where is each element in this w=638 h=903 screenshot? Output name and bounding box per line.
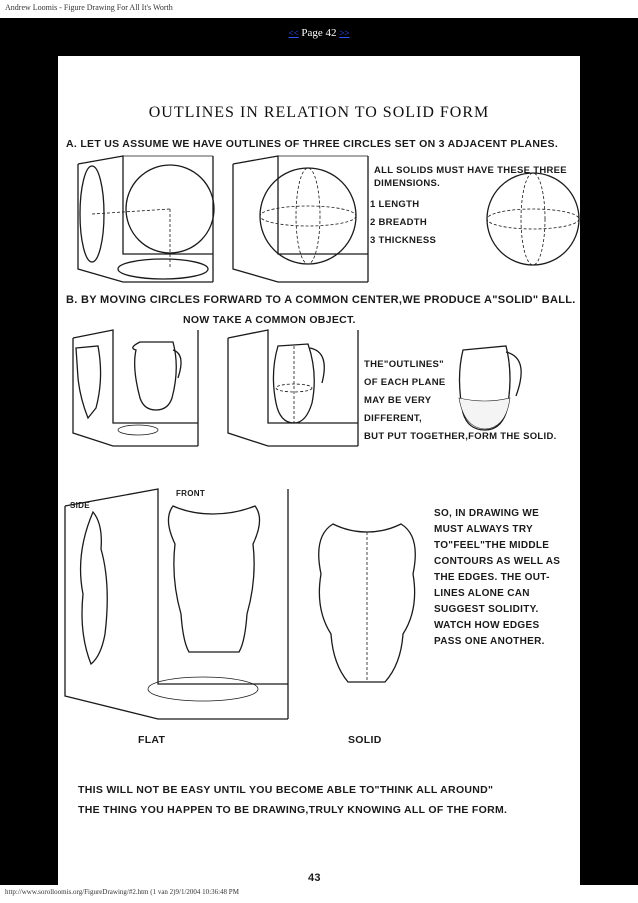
page-label: Page 42 [301,27,337,39]
solid-label: SOLID [348,734,382,746]
torso-text-line: CONTOURS AS WELL AS [434,556,561,567]
dimensions-note-line: DIMENSIONS. [374,178,441,189]
page-number: 43 [308,872,321,884]
front-label: FRONT [176,489,206,498]
closing-text-line: THE THING YOU HAPPEN TO BE DRAWING,TRULY KNOWING ALL OF THE FORM. [78,804,508,816]
dimension-length: 1 LENGTH [370,199,420,210]
three-circles-planes [78,156,214,282]
pitcher-combined-planes [228,330,358,446]
dimensions-note-line: ALL SOLIDS MUST HAVE THESE THREE [374,165,567,176]
page-url: http://www.sorolloomis.org/FigureDrawing/#2.htm (1 van 2)9/1/2004 10:36:48 PM [5,888,239,896]
pitcher-text-line: THE"OUTLINES" [364,359,444,370]
torso-outline-planes [65,489,288,719]
dimension-list [370,196,436,250]
dimension-thickness: 3 THICKNESS [370,235,437,246]
page-viewport [0,50,638,885]
merging-circles-planes [233,156,368,282]
torso-drawings [63,484,443,724]
pitcher-text-line: BUT PUT TOGETHER,FORM THE SOLID. [364,431,557,442]
torso-text-line: WATCH HOW EDGES [434,620,540,631]
flat-label: FLAT [138,734,166,746]
side-label: SIDE [70,501,90,510]
pitcher-text-line: MAY BE VERY [364,395,432,406]
torso-text-line: TO"FEEL"THE MIDDLE [434,540,550,551]
dimensions-note [374,164,567,190]
page-title: OUTLINES IN RELATION TO SOLID FORM [148,104,490,121]
browser-title-bar [0,0,638,18]
pitcher-text-line: OF EACH PLANE [364,377,446,388]
torso-text-line: LINES ALONE CAN [434,588,530,599]
solid-torso [319,524,416,682]
torso-text-line: SO, IN DRAWING WE [434,508,540,519]
section-b-subheading: NOW TAKE A COMMON OBJECT. [183,314,356,326]
torso-text [434,506,560,650]
torso-text-line: MUST ALWAYS TRY [434,524,533,535]
section-a-heading: A. LET US ASSUME WE HAVE OUTLINES OF THREE CIRCLES SET ON 3 ADJACENT PLANES. [66,138,559,150]
scanned-page [58,56,580,885]
pitcher-text [364,356,557,446]
pitcher-outline-planes [73,330,198,446]
dimension-breadth: 2 BREADTH [370,217,428,228]
prev-page-link[interactable]: << [288,28,299,38]
torso-text-line: PASS ONE ANOTHER. [434,636,545,647]
torso-text-line: THE EDGES. THE OUT- [434,572,550,583]
section-b-heading: B. BY MOVING CIRCLES FORWARD TO A COMMON CENTER,WE PRODUCE A"SOLID" BALL. [66,294,576,306]
torso-text-line: SUGGEST SOLIDITY. [434,604,539,615]
navigation-bar [0,18,638,50]
closing-text-line: THIS WILL NOT BE EASY UNTIL YOU BECOME ABLE TO"THINK ALL AROUND" [78,784,494,796]
browser-status-bar [0,885,638,903]
closing-text [78,780,507,820]
next-page-link[interactable]: >> [339,28,350,38]
page-navigation [0,27,638,39]
document-title: Andrew Loomis - Figure Drawing For All It's Worth [5,3,173,12]
pitcher-text-line: DIFFERENT, [364,413,422,424]
